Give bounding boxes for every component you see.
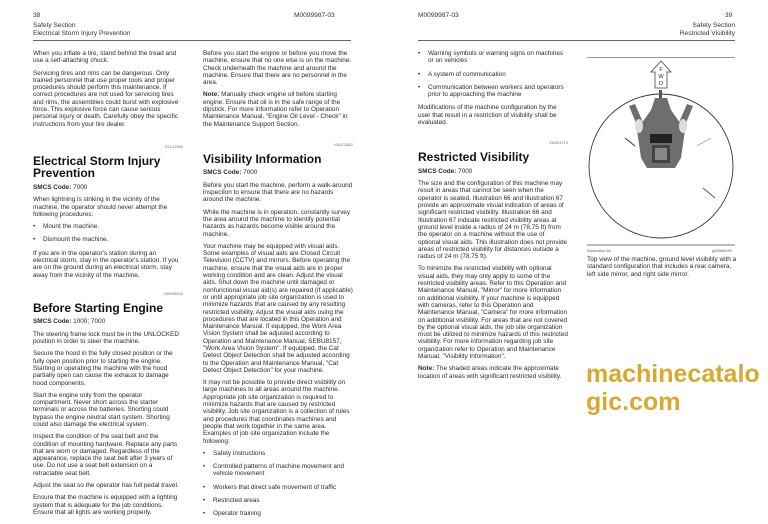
smcs-code (33, 184, 183, 191)
camera-sightline (703, 188, 715, 198)
note (418, 365, 568, 380)
paragraph: If you are in the operator's station during an electrical storm, stay in the operator's station. If you are on the ground during an electrical storm, stay away from the vicinity of the machine. (33, 249, 179, 279)
list-item: • Workers that direct safe movement of traffic (203, 484, 353, 491)
smcs-value: 7000 (73, 183, 88, 191)
machine-top-view (629, 90, 693, 168)
machine-visibility-diagram (587, 58, 735, 240)
smcs-label: SMCS Code: (33, 183, 72, 191)
paragraph: Start the engine only from the operator compartment. Never short across the starter terminals or across the batteries. Shorting could bypass the engine neutral start system. Shorting could also damage the electrical system. (33, 391, 170, 428)
list-item: • Warning symbols or warning signs on machines or on vehicles (418, 50, 568, 65)
note-text: Manually check engine oil before starting engine. Ensure that oil is in the safe range of the dipstick. For more information refer to Operation Maintenance Manual, "Engine Oil Level - Check" in the Maintenance Support Section. (203, 91, 348, 128)
paragraph: Your machine may be equipped with visual aids. Some examples of visual aids are Closed Circuit Television (CCTV) and mirrors. Before operating the machine, ensure that the visual aids are in proper working condition and are clean. Adjust the visual aids. Shut down the machine until damaged or nonfunctional visual aid(s) are repaired (if applicable) or until appropriate job site organization is used to minimize hazards that are caused by any resulting restricted visibility. Adjust the visual aids using the procedures that are located in this Operation and Maintenance Manual. If equipped, the Work Area Vision System shall be adjusted according to Operation and Maintenance Manual, SEBU8157, "Work Area Vision System". If equipped, the Cat Detect Object Detection shall be adjusted according to the Operation and Maintenance Manual, "Cat Detect Object Detection" for your machine. (203, 242, 353, 374)
paragraph: Before you start the engine or before you move the machine, ensure that no one else is on the machine. Check underneath the machine and around the machine. Ensure that there are no personnel in the area. (203, 50, 352, 87)
paragraph: To minimize the restricted visibility with optional visual aids, they may only apply to some of the restricted visibility areas. Refer to this Operation and Maintenance Manual, "Mirror" for more information on additional visibility. If your machine is equipped with cameras, refer to this Operation and Maintenance Manual, "Camera" for more information on additional visibility. For areas that are not covered by the optional visual aids, the job site organization must be utilized to minimize hazards of this restricted visibility. For more information regarding job site organization refer to Operation and Maintenance Manual, "Visibility Information". (418, 265, 568, 360)
paragraph: Adjust the seat so the operator has full pedal travel. (33, 482, 179, 490)
heading-visibility-information: Visibility Information (203, 151, 322, 166)
left-doc-id: M0099987-03 (294, 12, 335, 19)
right-doc-id: M0099987-03 (418, 12, 459, 19)
right-page-number: 39 (725, 12, 733, 19)
heading-restricted-visibility: Restricted Visibility (418, 150, 530, 165)
smcs-label: SMCS Code: (33, 318, 72, 326)
illustration-code: g06568490 (712, 248, 733, 253)
caption-rule (587, 244, 735, 246)
bullet-list (418, 50, 568, 98)
bullet-list (33, 223, 183, 244)
illustration-caption: Top view of the machine, ground level visibility with a standard configuration that includes a rear camera, left side mirror, and right side mirror. (587, 256, 737, 278)
paragraph: Ensure that the machine is equipped with a lighting system that is adequate for the job conditions. Ensure that all lights are working properly. (33, 494, 178, 516)
paragraph: Inspect the condition of the seat belt and the condition of mounting hardware. Replace any parts that are worn or damaged. Regardless of the appearance, replace the seat belt after 3 years of use. Do not use a seat belt extension on a retractable seat belt. (33, 433, 178, 477)
smcs-code (418, 168, 568, 175)
smcs-label: SMCS Code: (203, 169, 242, 177)
fwd-letter: W (658, 74, 664, 80)
fwd-arrow-icon (651, 61, 671, 88)
list-item: • Safety instructions (203, 450, 353, 457)
list-item: • Controlled patterns of machine movement and vehicle movement (203, 463, 353, 478)
reference-code: i01122596 (164, 143, 183, 149)
left-section: Safety Section (33, 22, 76, 29)
smcs-code (33, 318, 183, 325)
smcs-label: SMCS Code: (418, 167, 457, 175)
paragraph: While the machine is in operation, constantly survey the area around the machine to identify potential hazards as hazards become visible around the machine. (203, 208, 351, 238)
left-header-rule (33, 40, 351, 41)
left-page-number: 38 (33, 12, 41, 19)
bullet-list (203, 450, 353, 518)
smcs-code (203, 169, 353, 176)
paragraph: It may not be possible to provide direct visibility on large machines to all areas around the machine. Appropriate job site organization is required to minimize hazards that are caused by restricted visibility. Job site organization is a collection of rules and procedures that coordinates machines and people that work together in the same area. Examples of job site organization include the following: (203, 379, 350, 445)
fwd-letter: F (659, 67, 663, 73)
list-item: • Restricted areas (203, 497, 353, 504)
paragraph: Modifications of the machine configuration by the user that result in a restriction of visibility shall be evaluated. (418, 104, 557, 127)
right-section: Safety Section (692, 22, 735, 29)
paragraph: Secure the hood in the fully closed position or the fully open position prior to starting the engine. Starting or operating the machine with the hood partially open can cause the exhaust to damage hood components. (33, 350, 173, 387)
smcs-value: 7000 (243, 169, 258, 177)
right-subsection: Restricted Visibility (679, 30, 735, 37)
column-2 (203, 50, 353, 524)
paragraph: Before you start the machine, perform a walk-around inspection to ensure that there are no hazards around the machine. (203, 181, 353, 204)
heading-before-starting-engine: Before Starting Engine (33, 300, 164, 315)
camera-sightline (697, 138, 711, 146)
reference-code: i06524715 (549, 140, 568, 146)
smcs-value: 1000; 7000 (73, 318, 106, 326)
heading-electrical-storm: Electrical Storm Injury Prevention (33, 153, 161, 181)
note-label: Note: (418, 365, 435, 373)
column-1 (33, 50, 183, 521)
paragraph: The size and the configuration of this machine may result in areas that cannot be seen when the operator is seated. Illustration 66 and Illustration 67 provide an approximate visual indication of areas of significant restricted visibility. Illustration 66 and Illustration 67 indicate restricted visibility areas at ground level inside a radius of 24 m (78.75 ft) from the operator on a machine without the use of optional visual aids. This illustration does not provide areas of restricted visibility for distances outside a radius of 24 m (78.75 ft). (418, 180, 568, 261)
mirror-sightline (625, 138, 635, 146)
column-3 (418, 50, 568, 385)
smcs-value: 7000 (458, 167, 473, 175)
paragraph: When lightning is striking in the vicinity of the machine, the operator should never attempt the following procedures: (33, 196, 168, 218)
note-text: The shaded areas indicate the approximate location of areas with significant restricted visibility. (418, 365, 562, 380)
list-item: • Communication between workers and operators prior to approaching the machine (418, 84, 568, 99)
right-header-rule (418, 40, 735, 41)
list-item: • Operator training (203, 510, 353, 517)
list-item: • A system of communication (418, 71, 568, 78)
reference-code: i06473652 (334, 141, 353, 147)
watermark: machinecatalogic.com (586, 360, 760, 416)
reference-code: i06648834 (164, 290, 183, 296)
fwd-letter: D (659, 81, 663, 87)
paragraph: Servicing tires and rims can be dangerous. Only trained personnel that use proper tools and proper procedures should perform this maintenance. If correct procedures are not used for servicing tires and rims, the assemblies could burst with explosive force. This explosive force can cause serious personal injury or death. Carefully obey the specific instructions from your tire dealer. (33, 69, 179, 128)
note-label: Note: (203, 91, 220, 99)
paragraph: When you inflate a tire, stand behind the tread and use a self-attaching chuck. (33, 50, 177, 65)
illustration-label: Illustration 66 (587, 248, 611, 253)
left-subsection: Electrical Storm Injury Prevention (33, 30, 131, 37)
note (203, 91, 353, 127)
list-item: • Dismount the machine. (33, 236, 183, 243)
paragraph: The steering frame lock must be in the UNLOCKED position in order to steer the machine. (33, 330, 179, 346)
list-item: • Mount the machine. (33, 223, 183, 230)
